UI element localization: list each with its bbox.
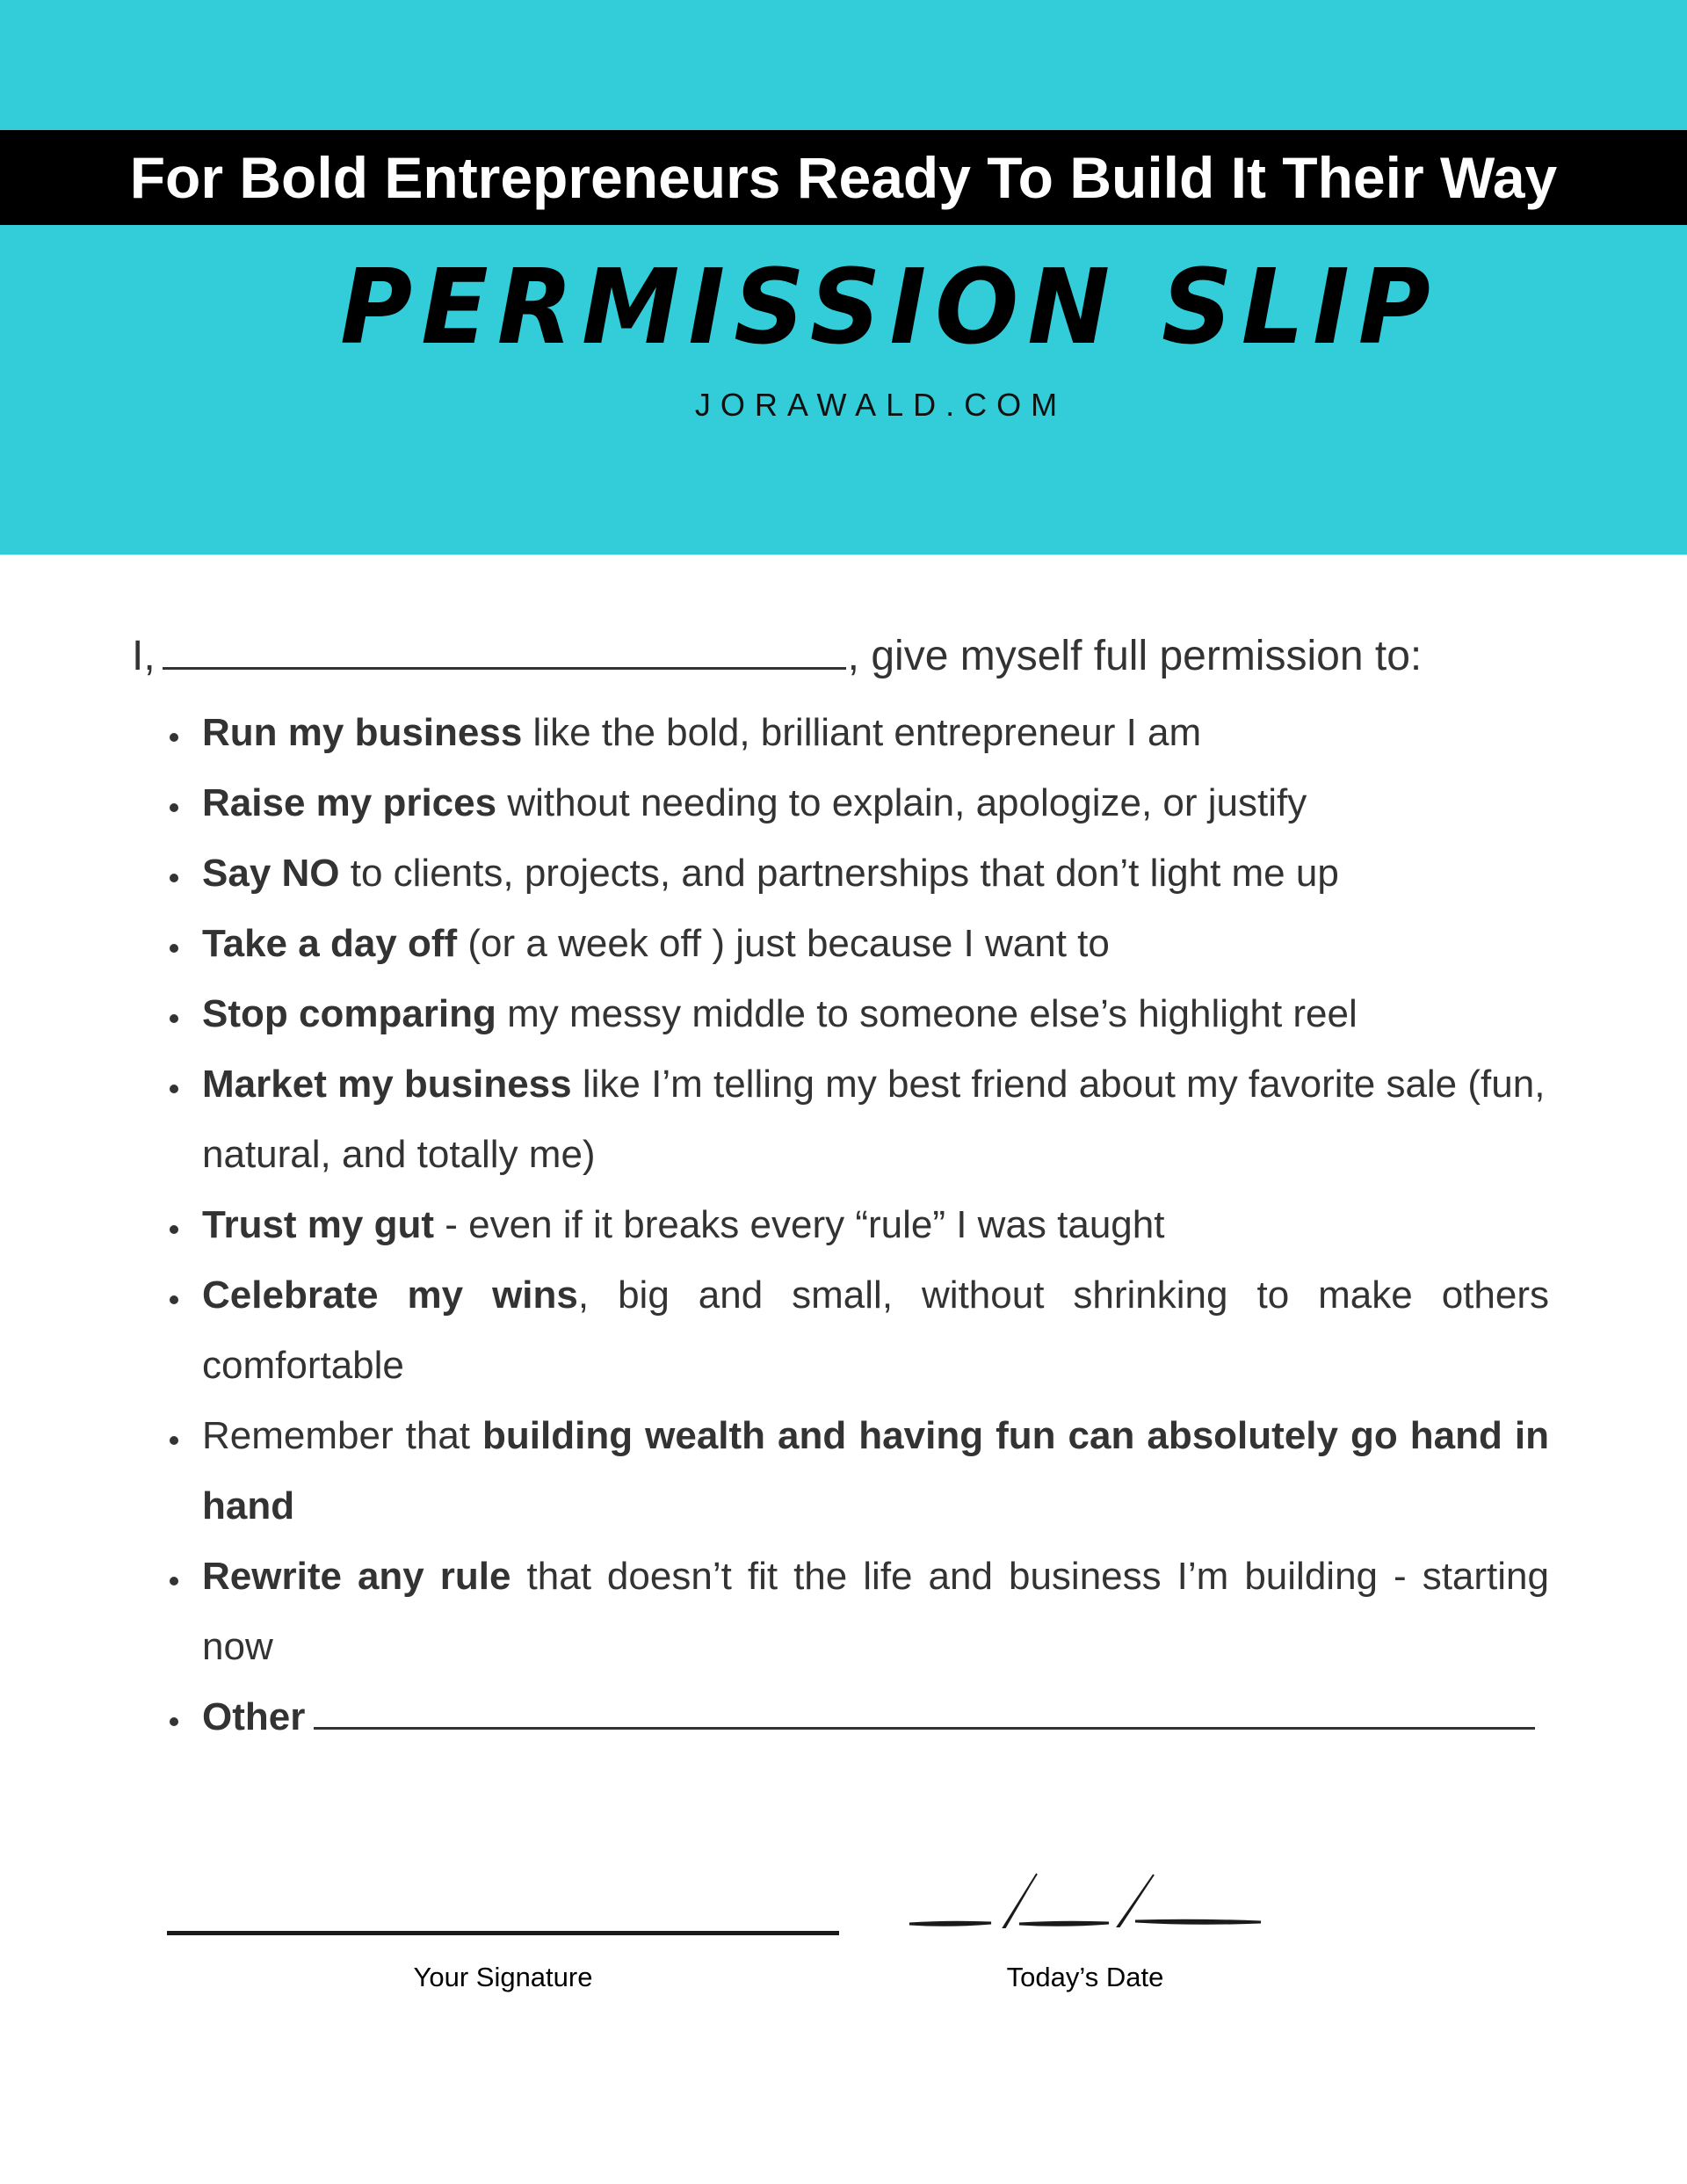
list-item: Take a day off (or a week off ) just because I want to [202, 909, 1549, 979]
list-item: Remember that building wealth and having fun can absolutely go hand in hand [202, 1401, 1549, 1542]
intro-suffix: , give myself full permission to: [847, 633, 1423, 679]
other-blank[interactable] [314, 1727, 1535, 1730]
date-slash-1 [1003, 1874, 1037, 1927]
list-item: Say NO to clients, projects, and partnerships that don’t light me up [202, 838, 1549, 909]
list-item: Market my business like I’m telling my best friend about my favorite sale (fun, natural, and totally me) [202, 1049, 1549, 1190]
list-item: Celebrate my wins, big and small, without shrinking to make others comfortable [202, 1260, 1549, 1401]
date-label: Today’s Date [1006, 1962, 1164, 1992]
list-item: Other [202, 1682, 1549, 1752]
list-item: Run my business like the bold, brilliant entrepreneur I am [202, 698, 1549, 768]
list-item: Stop comparing my messy middle to someone else’s highlight reel [202, 979, 1549, 1049]
date-year-stroke [1135, 1920, 1261, 1923]
website: JORAWALD.COM [694, 387, 1068, 423]
list-item: Rewrite any rule that doesn’t fit the life and business I’m building - starting now [202, 1542, 1549, 1682]
permission-list [202, 698, 1549, 1752]
signature-label: Your Signature [413, 1962, 593, 1992]
list-item: Raise my prices without needing to explain, apologize, or justify [202, 768, 1549, 838]
date-blanks[interactable] [905, 1868, 1265, 1938]
date-month-stroke [909, 1922, 991, 1925]
page-title: PERMISSION SLIP [340, 247, 1439, 368]
date-day-stroke [1019, 1922, 1109, 1925]
tagline-bar [0, 130, 1687, 225]
date-slash-2 [1118, 1875, 1154, 1926]
signature-line[interactable] [167, 1931, 839, 1935]
intro-prefix: I, [132, 633, 156, 679]
name-blank[interactable] [163, 667, 846, 670]
list-item: Trust my gut - even if it breaks every “rule” I was taught [202, 1190, 1549, 1260]
intro-line [132, 626, 1422, 687]
tagline: For Bold Entrepreneurs Ready To Build It Their Way [129, 145, 1558, 210]
